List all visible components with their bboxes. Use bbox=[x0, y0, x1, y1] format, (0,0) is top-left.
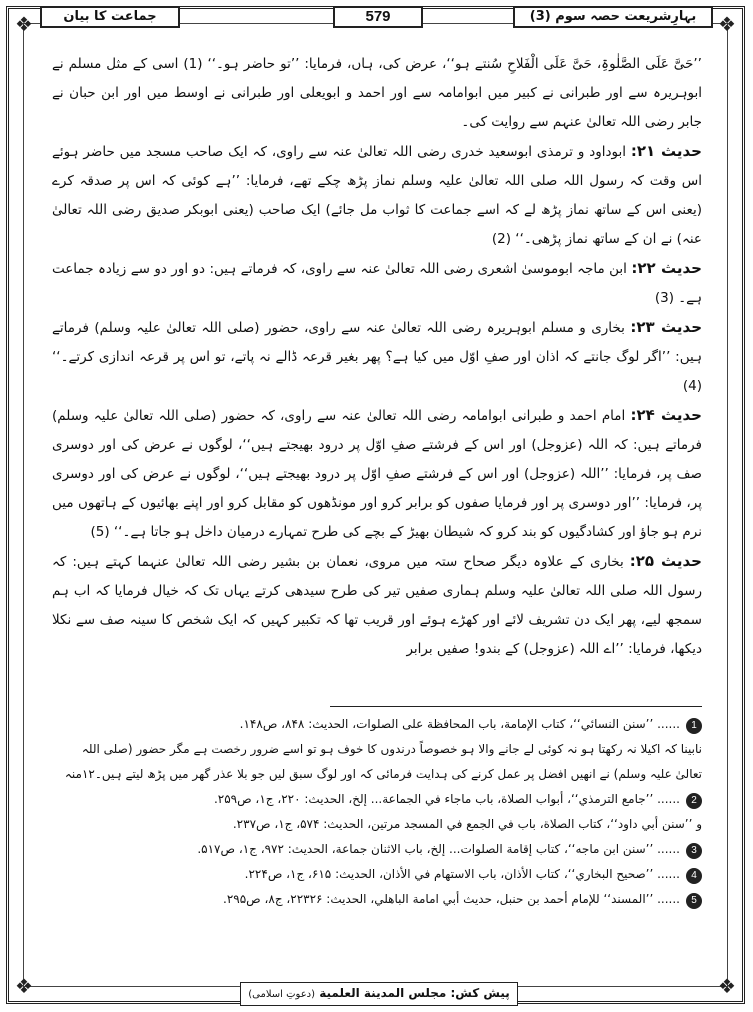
hadith-label: حدیث ۲۱: bbox=[630, 142, 702, 160]
footnote-text: ...... ’’صحیح البخاري‘‘، کتاب الأذان، باب الاستهام في الأذان، الحدیث: ۶۱۵، ج۱، ص۲۲۴. bbox=[244, 867, 680, 881]
hadith-text: امام احمد و طبرانی ابوامامہ رضی اللہ تعالیٰ عنہ سے راوی، کہ حضور (صلی اللہ تعالیٰ علیہ وسلم) فرماتے ہیں: کہ اللہ (عزوجل) اور اس کے فرشتے صفِ اوّل پر درود بھیجتے ہیں‘‘، لوگوں نے عرض کی اور دوسری صف پر، فرمایا: ’’اللہ (عزوجل) اور اس کے فرشتے صفِ اوّل پر درود بھیجتے ہیں‘‘، لوگوں نے عرض کی اور دوسری پر، فرمایا: ’’اور دوسری پر اور فرمایا صفوں کو برابر کرو اور مونڈھوں کو مقابل کرو اور اپنے بھائیوں کے ہاتھوں میں نرم ہو جاؤ اور کشادگیوں کو بند کرو کہ شیطان بھیڑ کے بچے کی طرح تمہارے درمیان داخل ہو جاتا ہے۔‘‘ (5) bbox=[52, 408, 702, 540]
hadith-label: حدیث ۲۲: bbox=[631, 259, 702, 277]
corner-ornament-icon: ❖ bbox=[15, 12, 33, 36]
publisher-sub: (دعوتِ اسلامی) bbox=[248, 989, 316, 1000]
footnote-number: 4 bbox=[686, 868, 702, 884]
paragraph-intro: ’’حَیَّ عَلَی الصَّلٰوۃِ، حَیَّ عَلَی الْفَلاحِ سُنتے ہو‘‘، عرض کی، ہاں، فرمایا: ’’تو حاضر ہو۔‘‘ (1) اسی کے مثل مسلم نے ابوہریرہ سے اور طبرانی نے کبیر میں ابوامامہ سے اور احمد و ابویعلی اور طبرانی نے اوسط میں اور ابن حبان نے جابر رضی اللہ تعالیٰ عنہم سے روایت کی۔ bbox=[52, 56, 702, 130]
footnote-number: 1 bbox=[686, 718, 702, 734]
footnote-divider bbox=[330, 706, 702, 707]
corner-ornament-icon: ❖ bbox=[15, 974, 33, 998]
hadith-21 bbox=[52, 137, 702, 254]
footnote-text: ...... ’’المسند‘‘ للإمام أحمد بن حنبل، حدیث أبي امامة الباهلي، الحدیث: ۲۲۳۲۶، ج۸، ص۲۹۵. bbox=[222, 892, 680, 906]
footnote-1 bbox=[52, 712, 702, 737]
hadith-text: ابوداود و ترمذی ابوسعید خدری رضی اللہ تعالیٰ عنہ سے راوی، کہ ایک صاحب مسجد میں حاضر ہوئے اس وقت کہ رسول اللہ صلی اللہ تعالیٰ علیہ وسلم نماز پڑھ چکے تھے، فرمایا: ’’ہے کوئی کہ اس پر صدقہ کرے (یعنی اس کے ساتھ نماز پڑھ لے کہ اسے جماعت کا ثواب مل جائے) ایک صاحب (یعنی ابوبکر صدیق رضی اللہ تعالیٰ عنہ) نے ان کے ساتھ نماز پڑھی۔‘‘ (2) bbox=[52, 144, 702, 247]
footnote-2-extra: و ’’سنن أبي داود‘‘، کتاب الصلاة، باب في الجمع في المسجد مرتین، الحدیث: ۵۷۴، ج۱، ص۲۳۷. bbox=[232, 817, 702, 831]
footnote-number: 3 bbox=[686, 843, 702, 859]
publisher-label: پیش کش: مجلس المدینة العلمیة bbox=[319, 986, 510, 1000]
footnote-number: 2 bbox=[686, 793, 702, 809]
hadith-text: بخاری کے علاوہ دیگر صحاح ستہ میں مروی، نعمان بن بشیر رضی اللہ تعالیٰ عنہما کہتے ہیں: کہ رسول اللہ صلی اللہ تعالیٰ علیہ وسلم ہماری صفیں تیر کی طرح سیدھی کرتے یہاں تک کہ خیال فرمایا کہ اب ہم سمجھ لیے، پھر ایک دن تشریف لائے اور کھڑے ہوئے اور قریب تھا کہ تکبیر کہیں کہ ایک شخص کا سینہ صف سے نکلا دیکھا، فرمایا: ’’اے اللہ (عزوجل) کے بندو! صفیں برابر bbox=[52, 554, 702, 657]
hadith-label: حدیث ۲۵: bbox=[629, 552, 702, 570]
page-number: 579 bbox=[333, 6, 423, 28]
page-header bbox=[40, 4, 713, 30]
footnote-1-note: نابینا کہ اکیلا نہ رکھتا ہو نہ کوئی لے جانے والا ہو خصوصاً درندوں کا خوف ہو تو اسے ضرور رخصت ہے مگر حضور (صلی اللہ تعالیٰ علیہ وسلم) نے انھیں افضل پر عمل کرنے کی ہدایت فرمائی کہ اور لوگ سبق لیں جو بلا عذر گھر میں پڑھ لیتے ہیں۔۱۲منہ bbox=[64, 742, 702, 781]
corner-ornament-icon: ❖ bbox=[718, 974, 736, 998]
chapter-title: جماعت کا بیان bbox=[40, 6, 180, 28]
book-title: بہارِشریعت حصہ سوم (3) bbox=[513, 6, 713, 28]
hadith-text: بخاری و مسلم ابوہریرہ رضی اللہ تعالیٰ عنہ سے راوی، حضور (صلی اللہ تعالیٰ علیہ وسلم) فرماتے ہیں: ’’اگر لوگ جانتے کہ اذان اور صفِ اوّل میں کیا ہے؟ پھر بغیر قرعہ ڈالے نہ پاتے، تو اس پر قرعہ اندازی کرتے۔‘‘ (4) bbox=[52, 320, 702, 394]
footnote-text: ...... ’’جامع الترمذي‘‘، أبواب الصلاة، باب ماجاء في الجماعة... إلخ، الحدیث: ۲۲۰، ج۱، ص۲۵۹. bbox=[213, 792, 680, 806]
footnote-5 bbox=[52, 887, 702, 912]
footnote-number: 5 bbox=[686, 893, 702, 909]
hadith-text: ابن ماجہ ابوموسیٰ اشعری رضی اللہ تعالیٰ عنہ سے راوی، کہ فرماتے ہیں: دو اور دو سے زیادہ جماعت ہے۔ (3) bbox=[52, 261, 702, 306]
hadith-label: حدیث ۲۴: bbox=[630, 406, 702, 424]
footnote-4 bbox=[52, 862, 702, 887]
hadith-23 bbox=[52, 313, 702, 401]
hadith-25 bbox=[52, 547, 702, 664]
footnote-2 bbox=[52, 787, 702, 812]
footnote-3 bbox=[52, 837, 702, 862]
footnotes bbox=[52, 712, 702, 912]
footnote-text: ...... ’’سنن النسائي‘‘، کتاب الإمامة، باب المحافظة علی الصلوات، الحدیث: ۸۴۸، ص۱۴۸. bbox=[239, 717, 680, 731]
page-footer bbox=[240, 982, 518, 1006]
footnote-text: ...... ’’سنن ابن ماجه‘‘، کتاب إقامة الصلوات... إلخ، باب الاثنان جماعة، الحدیث: ۹۷۲، ج۱، ص۵۱۷. bbox=[197, 842, 680, 856]
hadith-22 bbox=[52, 254, 702, 313]
corner-ornament-icon: ❖ bbox=[718, 12, 736, 36]
hadith-label: حدیث ۲۳: bbox=[630, 318, 703, 336]
main-text bbox=[52, 50, 702, 664]
hadith-24 bbox=[52, 401, 702, 547]
